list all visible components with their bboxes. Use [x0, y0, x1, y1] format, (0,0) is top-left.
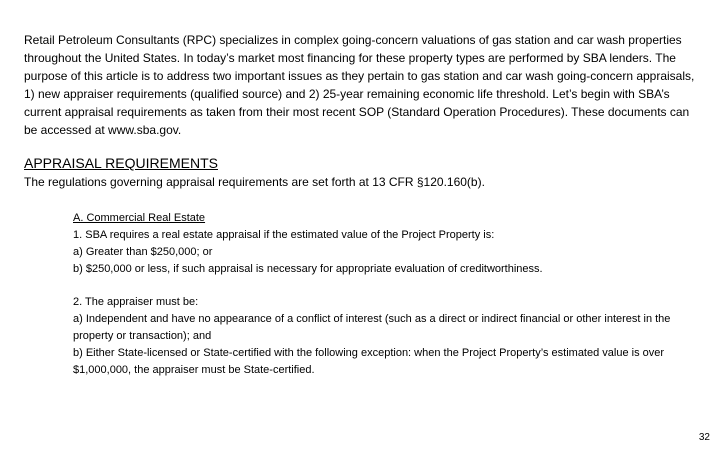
- section-intro: The regulations governing appraisal requirements are set forth at 13 CFR §120.160(b).: [24, 175, 485, 189]
- list-item: a) Greater than $250,000; or: [73, 246, 213, 258]
- list-item: b) $250,000 or less, if such appraisal is necessary for appropriate evaluation of creditworthiness.: [73, 263, 543, 275]
- list-item: 2. The appraiser must be:: [73, 296, 199, 308]
- list-item: 1. SBA requires a real estate appraisal if the estimated value of the Project Property is:: [73, 229, 495, 241]
- commercial-real-estate-block: [73, 210, 703, 278]
- list-item: a) Independent and have no appearance of a conflict of interest (such as a direct or indirect financial or other interest in the property or transaction); and: [73, 313, 671, 342]
- appraiser-requirements-block: [73, 294, 703, 379]
- sub-heading-commercial-real-estate: A. Commercial Real Estate: [73, 212, 206, 224]
- list-item: b) Either State-licensed or State-certified with the following exception: when the Project Property’s estimated value is over $1,000,000, the appraiser must be State-certified.: [73, 347, 665, 376]
- intro-paragraph: Retail Petroleum Consultants (RPC) specializes in complex going-concern valuations of gas station and car wash properties throughout the United States. In today’s market most financing for these property types are performed by SBA lenders. The purpose of this article is to address two important issues as they pertain to gas station and car wash going-concern appraisals, 1) new appraiser requirements (qualified source) and 2) 25-year remaining economic life threshold. Let’s begin with SBA’s current appraisal requirements as taken from their most recent SOP (Standard Operation Procedures). These documents can be accessed at www.sba.gov.: [24, 33, 695, 137]
- page-number: 32: [698, 432, 710, 443]
- section-heading: APPRAISAL REQUIREMENTS: [24, 155, 218, 171]
